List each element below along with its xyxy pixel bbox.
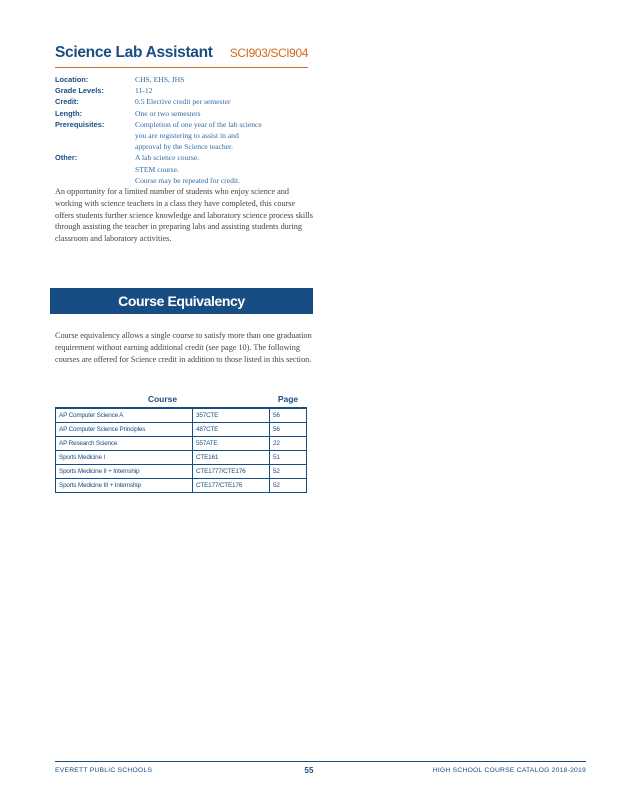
page-number: 55 bbox=[304, 766, 314, 775]
course-cell: AP Computer Science A bbox=[56, 408, 193, 423]
course-cell: Sports Medicine III + Internship bbox=[56, 479, 193, 493]
course-cell: AP Computer Science Principles bbox=[56, 423, 193, 437]
course-code: SCI903/SCI904 bbox=[229, 46, 308, 60]
info-label: Grade Levels: bbox=[55, 86, 104, 96]
code-cell: 487CTE bbox=[193, 423, 270, 437]
footer-catalog-title: HIGH SCHOOL COURSE CATALOG 2018-2019 bbox=[432, 767, 586, 774]
code-cell: CTE177/CTE176 bbox=[193, 479, 270, 493]
info-label: Credit: bbox=[55, 97, 79, 107]
info-value bbox=[135, 85, 285, 96]
info-value-line: A lab science course. bbox=[135, 153, 200, 163]
info-value-line: One or two semesters bbox=[135, 108, 201, 118]
code-cell: CTE1777/CTE176 bbox=[193, 465, 270, 479]
page-cell: 22 bbox=[270, 437, 307, 451]
info-value-line: 11-12 bbox=[135, 86, 153, 96]
code-cell: 557ATE bbox=[193, 437, 270, 451]
table-row bbox=[56, 423, 307, 437]
column-header-page: Page bbox=[270, 392, 307, 408]
info-row bbox=[55, 152, 285, 186]
page-cell: 52 bbox=[270, 465, 307, 479]
section-heading-course-equivalency: Course Equivalency bbox=[50, 288, 313, 314]
table-row bbox=[56, 437, 307, 451]
table-row bbox=[56, 465, 307, 479]
table-row bbox=[56, 408, 307, 423]
page-cell: 51 bbox=[270, 451, 307, 465]
info-value bbox=[135, 74, 285, 85]
info-row bbox=[55, 119, 285, 153]
info-label: Other: bbox=[55, 153, 78, 163]
course-title: Science Lab Assistant bbox=[55, 44, 213, 61]
info-value bbox=[135, 96, 285, 107]
info-value-line: approval by the Science teacher. bbox=[135, 142, 234, 152]
info-value bbox=[135, 108, 285, 119]
column-header-course: Course bbox=[56, 392, 270, 408]
info-value-line: Course may be repeated for credit. bbox=[135, 175, 240, 185]
info-label: Prerequisites: bbox=[55, 119, 105, 129]
code-cell: CTE161 bbox=[193, 451, 270, 465]
info-row bbox=[55, 85, 285, 96]
course-info-list bbox=[55, 74, 285, 186]
page-cell: 56 bbox=[270, 423, 307, 437]
info-value-line: Completion of one year of the lab science bbox=[135, 119, 262, 129]
table-row bbox=[56, 479, 307, 493]
info-row bbox=[55, 108, 285, 119]
page-cell: 56 bbox=[270, 408, 307, 423]
course-description: An opportunity for a limited number of students who enjoy science and working with science teachers in a class they have completed, this course offers students further science knowledge and laboratory science process skills through assisting the teacher in preparing labs and assisting students during classroom and laboratory activities. bbox=[55, 187, 313, 244]
info-row bbox=[55, 74, 285, 85]
course-cell: AP Research Science bbox=[56, 437, 193, 451]
info-label: Location: bbox=[55, 75, 89, 84]
course-cell: Sports Medicine I bbox=[56, 451, 193, 465]
table-row bbox=[56, 451, 307, 465]
footer-district: EVERETT PUBLIC SCHOOLS bbox=[55, 767, 153, 774]
info-row bbox=[55, 96, 285, 107]
info-value bbox=[135, 119, 285, 153]
page-cell: 52 bbox=[270, 479, 307, 493]
info-label: Length: bbox=[55, 108, 83, 118]
equivalency-table bbox=[55, 392, 307, 493]
info-value-line: CHS, EHS, JHS bbox=[135, 75, 185, 84]
title-divider bbox=[55, 67, 308, 68]
equivalency-intro: Course equivalency allows a single course to satisfy more than one graduation requirement without earning additional credit (see page 10). The following courses are offered for Science credit in addition to those listed in this section. bbox=[55, 331, 312, 364]
info-value-line: STEM course. bbox=[135, 164, 179, 174]
info-value-line: you are registering to assist in and bbox=[135, 131, 239, 141]
info-value-line: 0.5 Elective credit per semester bbox=[135, 97, 231, 107]
info-value bbox=[135, 152, 285, 186]
course-header bbox=[55, 44, 308, 66]
course-cell: Sports Medicine II + Internship bbox=[56, 465, 193, 479]
code-cell: 357CTE bbox=[193, 408, 270, 423]
footer-divider bbox=[55, 761, 586, 762]
